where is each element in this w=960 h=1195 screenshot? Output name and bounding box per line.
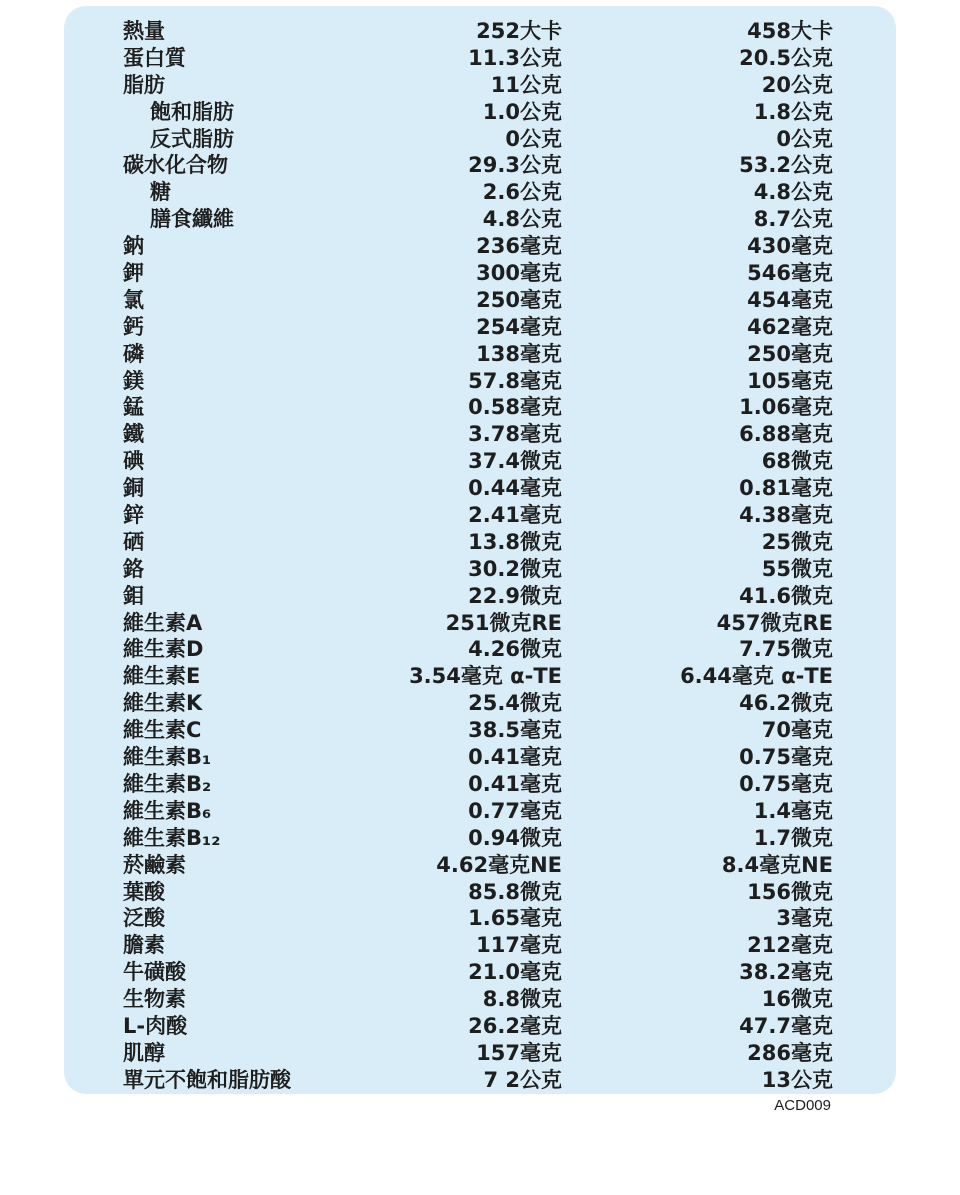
table-row [0, 475, 960, 502]
nutrient-name: 鈣 [123, 314, 144, 339]
table-row [0, 1067, 960, 1094]
table-row [0, 798, 960, 825]
value-per-100g: 430毫克 [747, 234, 833, 259]
nutrient-name: 葉酸 [123, 879, 165, 904]
value-per-serving: 236毫克 [476, 234, 562, 259]
table-row [0, 663, 960, 690]
nutrient-name: 維生素E [123, 664, 201, 689]
nutrient-name: 維生素B₁₂ [123, 825, 221, 850]
table-row [0, 959, 960, 986]
table-row [0, 986, 960, 1013]
nutrient-name: 維生素B₆ [123, 798, 212, 823]
value-per-serving: 250毫克 [476, 287, 562, 312]
value-per-100g: 25微克 [761, 529, 833, 554]
table-row [0, 448, 960, 475]
table-row [0, 1013, 960, 1040]
value-per-100g: 546毫克 [747, 261, 833, 286]
nutrient-name: 碘 [123, 449, 144, 474]
nutrient-name: 菸鹼素 [123, 852, 186, 877]
table-row [0, 556, 960, 583]
table-row [0, 206, 960, 233]
value-per-100g: 20公克 [761, 72, 833, 97]
value-per-100g: 458大卡 [747, 19, 833, 43]
value-per-100g: 212毫克 [747, 933, 833, 958]
nutrient-name: 脂肪 [123, 72, 165, 97]
value-per-100g: 105毫克 [747, 368, 833, 393]
value-per-serving: 11公克 [490, 72, 562, 97]
nutrient-name: 鈉 [123, 234, 144, 259]
value-per-100g: 1.7微克 [753, 825, 833, 850]
value-per-serving: 300毫克 [476, 261, 562, 286]
value-per-100g: 0.75毫克 [739, 771, 833, 796]
value-per-100g: 0公克 [776, 126, 833, 151]
value-per-100g: 46.2微克 [739, 691, 833, 716]
nutrient-name: 硒 [123, 529, 144, 554]
nutrition-table [0, 18, 960, 1094]
value-per-serving: 22.9微克 [468, 583, 562, 608]
value-per-100g: 454毫克 [747, 287, 833, 312]
table-row [0, 368, 960, 395]
value-per-100g: 41.6微克 [739, 583, 833, 608]
value-per-serving: 138毫克 [476, 341, 562, 366]
value-per-serving: 0.58毫克 [468, 395, 562, 420]
table-row [0, 233, 960, 260]
value-per-serving: 0.41毫克 [468, 745, 562, 770]
value-per-serving: 30.2微克 [468, 556, 562, 581]
value-per-serving: 117毫克 [476, 933, 562, 958]
value-per-100g: 53.2公克 [739, 153, 833, 178]
nutrient-name: 糖 [150, 180, 171, 205]
value-per-serving: 13.8微克 [468, 529, 562, 554]
nutrient-name: 維生素C [123, 718, 202, 743]
value-per-serving: 37.4微克 [468, 449, 562, 474]
nutrient-name: 肌醇 [123, 1040, 165, 1065]
table-row [0, 45, 960, 72]
value-per-serving: 0.44毫克 [468, 476, 562, 501]
value-per-serving: 7 2公克 [483, 1067, 562, 1092]
value-per-serving: 157毫克 [476, 1040, 562, 1065]
value-per-100g: 55微克 [761, 556, 833, 581]
value-per-100g: 6.88毫克 [739, 422, 833, 447]
value-per-100g: 156微克 [747, 879, 833, 904]
nutrient-name: 鉬 [123, 583, 144, 608]
nutrient-name: 反式脂肪 [150, 126, 234, 151]
value-per-serving: 4.62毫克NE [436, 852, 562, 877]
value-per-100g: 1.4毫克 [753, 798, 833, 823]
value-per-serving: 11.3公克 [468, 45, 562, 70]
value-per-100g: 8.7公克 [753, 207, 833, 232]
table-row [0, 1040, 960, 1067]
table-row [0, 879, 960, 906]
value-per-100g: 0.81毫克 [739, 476, 833, 501]
value-per-serving: 1.0公克 [482, 99, 562, 124]
nutrient-name: 生物素 [123, 987, 186, 1012]
value-per-100g: 4.38毫克 [739, 503, 833, 528]
table-row [0, 341, 960, 368]
nutrient-name: 氯 [123, 287, 144, 312]
table-row [0, 717, 960, 744]
table-row [0, 825, 960, 852]
value-per-serving: 25.4微克 [468, 691, 562, 716]
nutrient-name: 蛋白質 [123, 45, 186, 70]
nutrient-name: 熱量 [123, 19, 165, 43]
value-per-serving: 29.3公克 [468, 153, 562, 178]
nutrient-name: 維生素D [123, 637, 204, 662]
nutrient-name: 牛磺酸 [123, 960, 186, 985]
value-per-100g: 0.75毫克 [739, 745, 833, 770]
nutrient-name: 維生素A [123, 610, 203, 635]
table-row [0, 502, 960, 529]
value-per-100g: 4.8公克 [753, 180, 833, 205]
nutrient-name: 磷 [123, 341, 144, 366]
table-row [0, 18, 960, 45]
table-row [0, 690, 960, 717]
value-per-serving: 2.41毫克 [468, 503, 562, 528]
nutrient-name: 維生素B₁ [123, 745, 212, 770]
value-per-100g: 7.75微克 [739, 637, 833, 662]
table-row [0, 179, 960, 206]
table-row [0, 287, 960, 314]
nutrient-name: 鋅 [123, 503, 144, 528]
value-per-serving: 21.0毫克 [468, 960, 562, 985]
table-row [0, 610, 960, 637]
nutrient-name: 膽素 [123, 933, 165, 958]
table-row [0, 905, 960, 932]
value-per-100g: 47.7毫克 [739, 1013, 833, 1038]
nutrient-name: 單元不飽和脂肪酸 [123, 1067, 291, 1092]
value-per-serving: 3.54毫克 α-TE [409, 664, 562, 689]
table-row [0, 583, 960, 610]
value-per-serving: 57.8毫克 [468, 368, 562, 393]
value-per-serving: 0.41毫克 [468, 771, 562, 796]
value-per-100g: 68微克 [761, 449, 833, 474]
nutrient-name: 鐵 [123, 422, 144, 447]
table-row [0, 852, 960, 879]
nutrient-name: 泛酸 [123, 906, 165, 931]
value-per-serving: 4.26微克 [468, 637, 562, 662]
table-row [0, 771, 960, 798]
value-per-100g: 286毫克 [747, 1040, 833, 1065]
nutrient-name: 鉻 [123, 556, 144, 581]
table-row [0, 744, 960, 771]
value-per-serving: 251微克RE [445, 610, 562, 635]
value-per-100g: 462毫克 [747, 314, 833, 339]
value-per-serving: 252大卡 [476, 19, 562, 43]
value-per-serving: 26.2毫克 [468, 1013, 562, 1038]
table-row [0, 99, 960, 126]
value-per-100g: 8.4毫克NE [721, 852, 833, 877]
value-per-100g: 457微克RE [716, 610, 833, 635]
value-per-100g: 3毫克 [776, 906, 833, 931]
product-code: ACD009 [774, 1097, 831, 1114]
value-per-serving: 4.8公克 [482, 207, 562, 232]
value-per-100g: 13公克 [761, 1067, 833, 1092]
value-per-serving: 3.78毫克 [468, 422, 562, 447]
value-per-100g: 20.5公克 [739, 45, 833, 70]
table-row [0, 152, 960, 179]
table-row [0, 126, 960, 153]
value-per-serving: 2.6公克 [482, 180, 562, 205]
nutrient-name: 鉀 [123, 261, 144, 286]
nutrient-name: 維生素B₂ [123, 771, 212, 796]
table-row [0, 932, 960, 959]
nutrient-name: 碳水化合物 [123, 153, 228, 178]
nutrient-name: 銅 [123, 476, 144, 501]
value-per-100g: 6.44毫克 α-TE [680, 664, 833, 689]
table-row [0, 529, 960, 556]
nutrient-name: 錳 [123, 395, 144, 420]
value-per-serving: 0公克 [505, 126, 562, 151]
value-per-100g: 16微克 [761, 987, 833, 1012]
nutrient-name: 維生素K [123, 691, 203, 716]
value-per-100g: 38.2毫克 [739, 960, 833, 985]
table-row [0, 260, 960, 287]
value-per-serving: 254毫克 [476, 314, 562, 339]
value-per-100g: 1.06毫克 [739, 395, 833, 420]
table-row [0, 314, 960, 341]
table-row [0, 394, 960, 421]
nutrient-name: 膳食纖維 [150, 207, 234, 232]
value-per-serving: 85.8微克 [468, 879, 562, 904]
value-per-100g: 70毫克 [761, 718, 833, 743]
value-per-serving: 38.5毫克 [468, 718, 562, 743]
value-per-serving: 0.94微克 [468, 825, 562, 850]
nutrient-name: 飽和脂肪 [150, 99, 234, 124]
table-row [0, 636, 960, 663]
nutrient-name: 鎂 [123, 368, 144, 393]
nutrient-name: L-肉酸 [123, 1013, 188, 1038]
value-per-serving: 8.8微克 [482, 987, 562, 1012]
value-per-100g: 1.8公克 [753, 99, 833, 124]
value-per-100g: 250毫克 [747, 341, 833, 366]
value-per-serving: 1.65毫克 [468, 906, 562, 931]
table-row [0, 421, 960, 448]
value-per-serving: 0.77毫克 [468, 798, 562, 823]
table-row [0, 72, 960, 99]
